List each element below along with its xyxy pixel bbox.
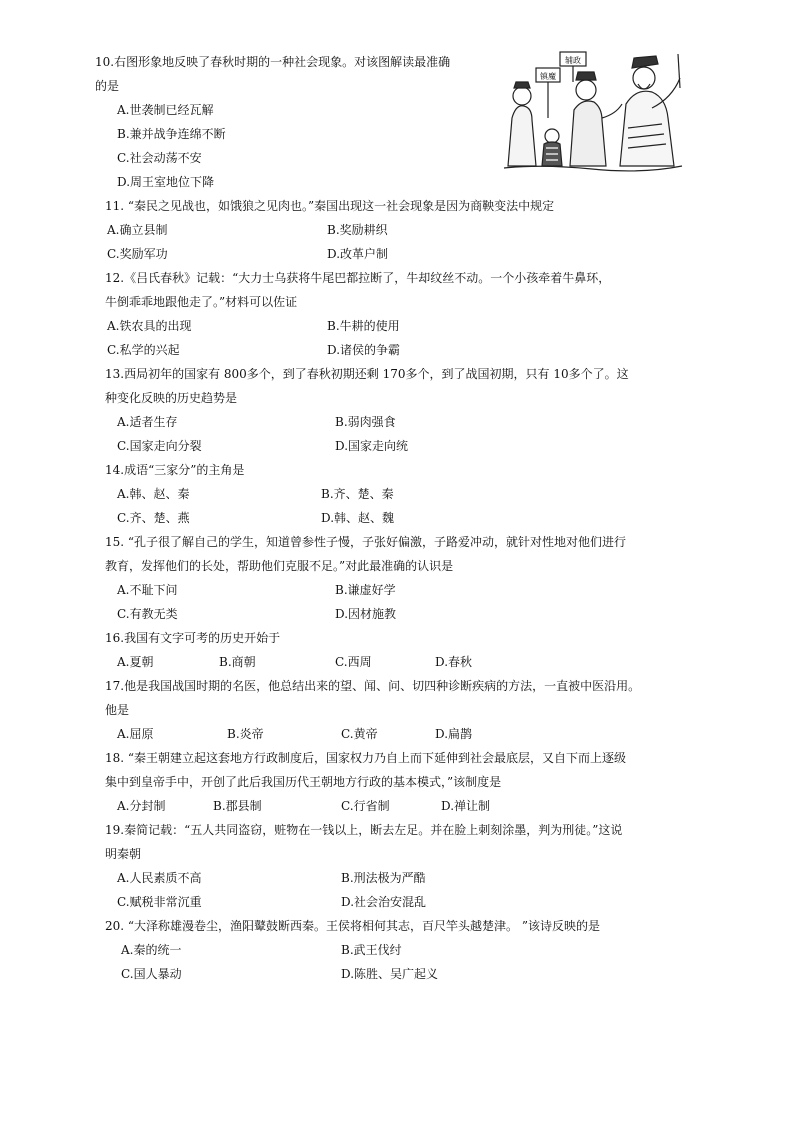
q20-option-d[interactable]: D.陈胜、吴广起义 xyxy=(341,967,439,981)
q15-option-d[interactable]: D.因材施教 xyxy=(335,607,397,621)
q13-stem-line-1: 13.西局初年的国家有 800多个，到了春秋初期还剩 170多个，到了战国初期，只有 10多个了。这 xyxy=(105,367,629,381)
q11-option-c[interactable]: C.奖励军功 xyxy=(107,247,168,261)
q10-option-a[interactable]: A.世袭制已经瓦解 xyxy=(117,103,214,117)
q15-stem-line-2: 教育，发挥他们的长处，帮助他们克服不足。”对此最准确的认识是 xyxy=(105,559,454,573)
sign-left-label: 镇魔 xyxy=(540,72,556,81)
q17-option-a[interactable]: A.屈原 xyxy=(117,727,154,741)
q15-stem-line-1: 15. “孔子很了解自己的学生，知道曾参性子慢，子张好偏激，子路爱冲动，就针对性地对他们进行 xyxy=(105,535,627,549)
q12-option-a[interactable]: A.铁农具的出现 xyxy=(107,319,192,333)
q10-stem-line-1: 10.右图形象地反映了春秋时期的一种社会现象。对该图解读最准确 xyxy=(95,55,451,69)
q18-stem-line-1: 18. “秦王朝建立起这套地方行政制度后，国家权力乃自上而下延伸到社会最底层，又自下而上逐级 xyxy=(105,751,627,765)
q13-option-c[interactable]: C.国家走向分裂 xyxy=(117,439,202,453)
q11-option-b[interactable]: B.奖励耕织 xyxy=(327,223,388,237)
q13-option-a[interactable]: A.适者生存 xyxy=(117,415,178,429)
q15-option-b[interactable]: B.谦虚好学 xyxy=(335,583,396,597)
q18-option-d[interactable]: D.禅让制 xyxy=(441,799,491,813)
q20-option-a[interactable]: A.秦的统一 xyxy=(121,943,182,957)
q19-option-d[interactable]: D.社会治安混乱 xyxy=(341,895,427,909)
q14-option-c[interactable]: C.齐、楚、燕 xyxy=(117,511,190,525)
q17-option-b[interactable]: B.炎帝 xyxy=(227,727,264,741)
q18-option-b[interactable]: B.郡县制 xyxy=(213,799,262,813)
q19-stem-line-1: 19.秦简记载：“五人共同盗窃，赃物在一钱以上，断去左足。并在脸上刺刻涂墨，判为刑徒。”这说 xyxy=(105,823,623,837)
q16-stem-line-1: 16.我国有文字可考的历史开始于 xyxy=(105,631,281,645)
q10-stem-line-2: 的是 xyxy=(95,79,120,93)
q16-option-b[interactable]: B.商朝 xyxy=(219,655,256,669)
q12-option-c[interactable]: C.私学的兴起 xyxy=(107,343,180,357)
q17-option-d[interactable]: D.扁鹊 xyxy=(435,727,473,741)
q14-stem-line-1: 14.成语“三家分”的主角是 xyxy=(105,463,245,477)
q10-option-d[interactable]: D.周王室地位下降 xyxy=(117,175,215,189)
q11-stem-line-1: 11. “秦民之见战也，如饿狼之见肉也。”秦国出现这一社会现象是因为商鞅变法中规定 xyxy=(105,199,555,213)
q16-option-d[interactable]: D.春秋 xyxy=(435,655,473,669)
q19-option-c[interactable]: C.赋税非常沉重 xyxy=(117,895,202,909)
q17-option-c[interactable]: C.黄帝 xyxy=(341,727,378,741)
q14-option-b[interactable]: B.齐、楚、秦 xyxy=(321,487,394,501)
q15-option-a[interactable]: A.不耻下问 xyxy=(117,583,178,597)
q18-option-a[interactable]: A.分封制 xyxy=(117,799,166,813)
q18-stem-line-2: 集中到皇帝手中，开创了此后我国历代王朝地方行政的基本模式，”该制度是 xyxy=(105,775,502,789)
q20-option-c[interactable]: C.国人暴动 xyxy=(121,967,182,981)
q19-option-a[interactable]: A.人民素质不高 xyxy=(117,871,202,885)
q10-option-c[interactable]: C.社会动荡不安 xyxy=(117,151,202,165)
q18-option-c[interactable]: C.行省制 xyxy=(341,799,390,813)
q20-stem-line-1: 20. “大泽称雄漫卷尘，渔阳鼙鼓断西秦。王侯将相何其志，百尺竿头越楚津。 ”该诗反映的是 xyxy=(105,919,600,933)
cartoon-illustration xyxy=(502,48,684,174)
q12-stem-line-1: 12.《吕氏春秋》记载：“大力士乌获将牛尾巴都拉断了，牛却纹丝不动。一个小孩牵着牛鼻环， xyxy=(105,271,611,285)
q19-stem-line-2: 明秦朝 xyxy=(105,847,142,861)
q12-option-b[interactable]: B.牛耕的使用 xyxy=(327,319,400,333)
q13-option-b[interactable]: B.弱肉强食 xyxy=(335,415,396,429)
q16-option-a[interactable]: A.夏朝 xyxy=(117,655,154,669)
q11-option-a[interactable]: A.确立县制 xyxy=(107,223,168,237)
q11-option-d[interactable]: D.改革户制 xyxy=(327,247,389,261)
sign-right-label: 辅政 xyxy=(565,56,581,65)
q13-option-d[interactable]: D.国家走向统 xyxy=(335,439,409,453)
q12-option-d[interactable]: D.诸侯的争霸 xyxy=(327,343,401,357)
q17-stem-line-1: 17.他是我国战国时期的名医，他总结出来的望、闻、问、切四种诊断疾病的方法，一直被中医沿用。 xyxy=(105,679,641,693)
q17-stem-line-2: 他是 xyxy=(105,703,130,717)
q15-option-c[interactable]: C.有教无类 xyxy=(117,607,178,621)
q19-option-b[interactable]: B.刑法极为严酷 xyxy=(341,871,426,885)
q13-stem-line-2: 种变化反映的历史趋势是 xyxy=(105,391,238,405)
q20-option-b[interactable]: B.武王伐纣 xyxy=(341,943,402,957)
q16-option-c[interactable]: C.西周 xyxy=(335,655,372,669)
q14-option-d[interactable]: D.韩、赵、魏 xyxy=(321,511,395,525)
q10-option-b[interactable]: B.兼并战争连绵不断 xyxy=(117,127,226,141)
q12-stem-line-2: 牛倒乖乖地跟他走了。”材料可以佐证 xyxy=(105,295,298,309)
q14-option-a[interactable]: A.韩、赵、秦 xyxy=(117,487,190,501)
